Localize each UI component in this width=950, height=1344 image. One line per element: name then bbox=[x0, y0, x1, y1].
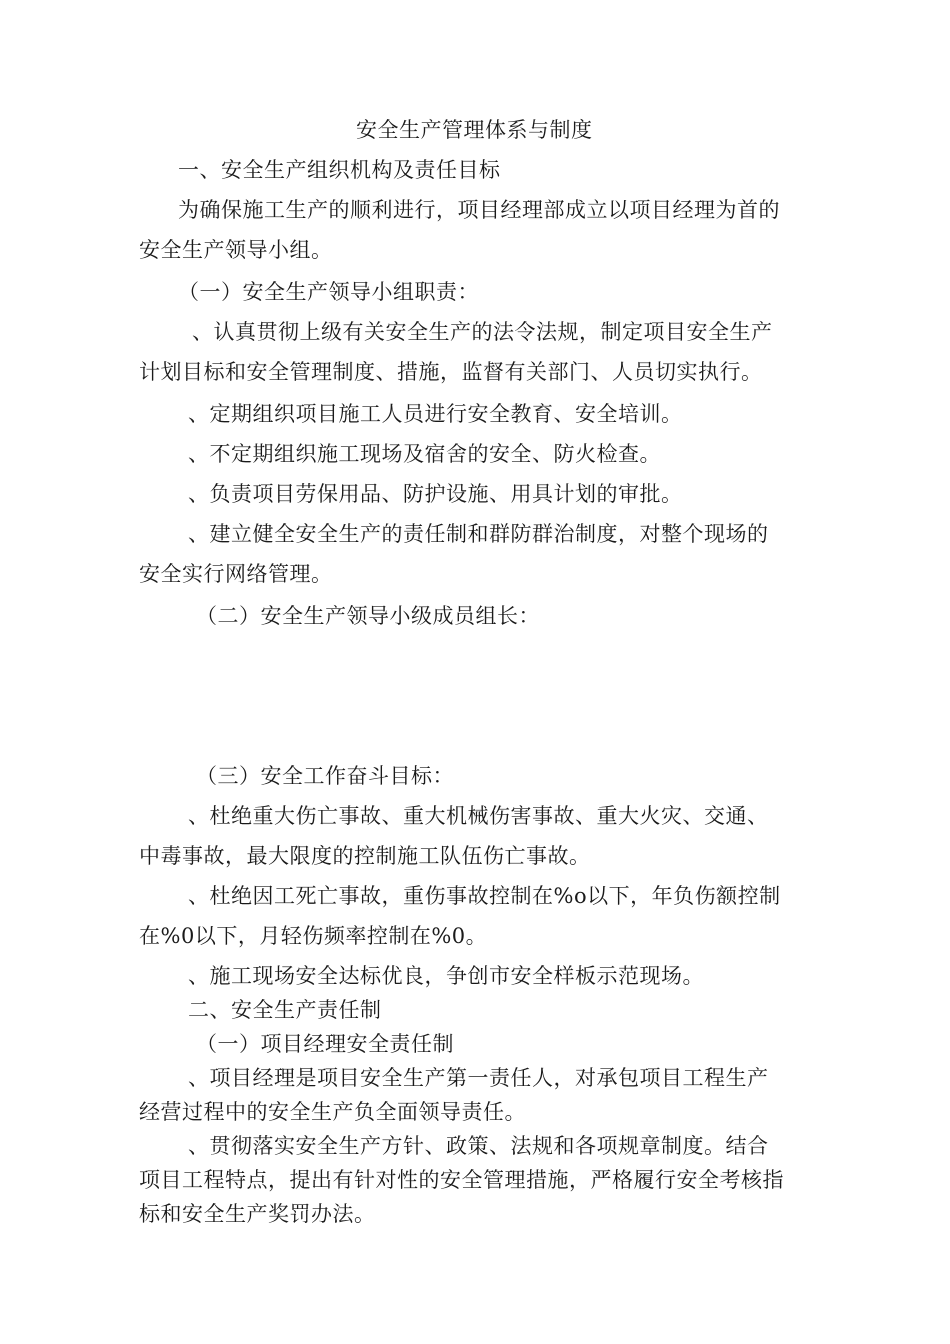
paragraph-line: 标和安全生产奖罚办法。 bbox=[139, 1202, 376, 1226]
paragraph-line: 、杜绝重大伤亡事故、重大机械伤害事故、重大火灾、交通、 bbox=[188, 804, 769, 828]
section-heading-2: 二、安全生产责任制 bbox=[188, 998, 382, 1022]
paragraph-line: 经营过程中的安全生产负全面领导责任。 bbox=[139, 1100, 526, 1124]
paragraph-line: 安全实行网络管理。 bbox=[139, 562, 333, 586]
paragraph-line: 、贯彻落实安全生产方针、政策、法规和各项规章制度。结合 bbox=[188, 1134, 769, 1158]
subsection-heading: （一）项目经理安全责任制 bbox=[196, 1032, 454, 1056]
paragraph-line: 、认真贯彻上级有关安全生产的法令法规，制定项目安全生产 bbox=[192, 320, 773, 344]
paragraph-line: 、建立健全安全生产的责任制和群防群治制度，对整个现场的 bbox=[188, 522, 769, 546]
paragraph-line: 在%0以下，月轻伤频率控制在%0。 bbox=[139, 924, 488, 948]
paragraph-line: 为确保施工生产的顺利进行，项目经理部成立以项目经理为首的 bbox=[178, 198, 780, 222]
paragraph-line: 、项目经理是项目安全生产第一责任人，对承包项目工程生产 bbox=[188, 1066, 769, 1090]
subsection-heading: （一）安全生产领导小组职责： bbox=[178, 280, 479, 304]
document-title: 安全生产管理体系与制度 bbox=[356, 118, 593, 142]
section-heading-1: 一、安全生产组织机构及责任目标 bbox=[178, 158, 501, 182]
paragraph-line: 、定期组织项目施工人员进行安全教育、安全培训。 bbox=[188, 402, 683, 426]
paragraph-line: 、施工现场安全达标优良，争创市安全样板示范现场。 bbox=[188, 964, 704, 988]
paragraph-line: 安全生产领导小组。 bbox=[139, 238, 333, 262]
paragraph-line: 、负责项目劳保用品、防护设施、用具计划的审批。 bbox=[188, 482, 683, 506]
paragraph-line: 、杜绝因工死亡事故，重伤事故控制在%o以下，年负伤额控制 bbox=[188, 884, 781, 908]
subsection-heading: （二）安全生产领导小级成员组长： bbox=[196, 604, 540, 628]
subsection-heading: （三）安全工作奋斗目标： bbox=[196, 764, 454, 788]
paragraph-line: 中毒事故，最大限度的控制施工队伍伤亡事故。 bbox=[139, 844, 591, 868]
paragraph-line: 、不定期组织施工现场及宿舍的安全、防火检查。 bbox=[188, 442, 661, 466]
paragraph-line: 计划目标和安全管理制度、措施，监督有关部门、人员切实执行。 bbox=[139, 360, 763, 384]
paragraph-line: 项目工程特点，提出有针对性的安全管理措施，严格履行安全考核指 bbox=[139, 1168, 784, 1192]
